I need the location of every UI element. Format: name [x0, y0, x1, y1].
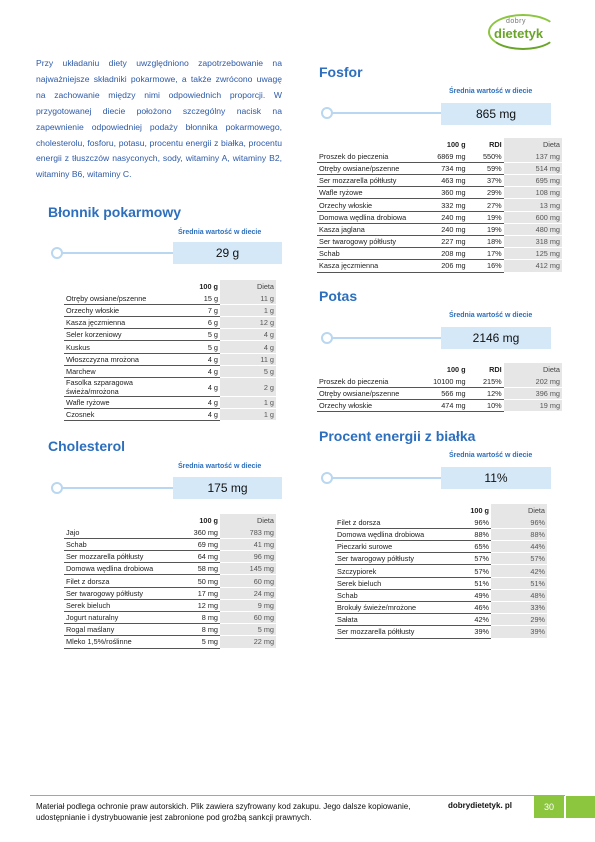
product-name: Kasza jaglana [317, 223, 421, 235]
diet-amount: 41 mg [220, 538, 276, 550]
diet-amount: 29% [491, 614, 547, 626]
amount-per-100g: 7 g [162, 304, 220, 316]
col-dieta: Dieta [504, 363, 562, 375]
diet-amount: 396 mg [504, 387, 562, 399]
product-name: Czosnek [64, 409, 162, 421]
col-100g: 100 g [446, 139, 466, 149]
table-row [317, 187, 562, 199]
rdi-percent: 16% [468, 260, 504, 272]
product-name: Domowa wędlina drobiowa [317, 211, 421, 223]
amount-per-100g: 463 mg [421, 175, 468, 187]
amount-per-100g: 360 mg [421, 187, 468, 199]
amount-per-100g: 65% [433, 541, 491, 553]
table-row [64, 636, 276, 648]
rdi-percent: 12% [468, 387, 504, 399]
table-row [335, 602, 547, 614]
diet-amount: 88% [491, 528, 547, 540]
table-row [64, 365, 276, 377]
protein-table [335, 504, 547, 639]
table-row [335, 565, 547, 577]
table-row [335, 589, 547, 601]
table-row [64, 292, 276, 304]
phosphorus-title: Fosfor [319, 64, 363, 80]
amount-per-100g: 17 mg [162, 587, 220, 599]
table-row [64, 538, 276, 550]
fiber-avg-label: Średnia wartość w diecie [178, 229, 262, 236]
table-row [317, 248, 562, 260]
amount-per-100g: 4 g [162, 365, 220, 377]
amount-per-100g: 49% [433, 589, 491, 601]
table-row [317, 199, 562, 211]
product-name: Otręby owsiane/pszenne [317, 387, 421, 399]
amount-per-100g: 4 g [162, 397, 220, 409]
amount-per-100g: 8 mg [162, 624, 220, 636]
table-row [317, 211, 562, 223]
amount-per-100g: 227 mg [421, 236, 468, 248]
rdi-percent: 37% [468, 175, 504, 187]
intro-paragraph: Przy układaniu diety uwzględniono zapotrzebowanie na najważniejsze składniki pokarmowe, a także zwrócono uwagę na zachowanie między nimi odpowiednich proporcji. W przygotowanej diecie położono szczególny nacisk na zapewnienie odpowiedniej podaży błonnika pokarmowego, cholesterolu, fosforu, potasu, procentu energii z białka, procentu energii z tłuszczów nasyconych, sody, witaminy A, witaminy B2, witaminy B6, witaminy C. [36, 58, 282, 180]
table-row [64, 329, 276, 341]
diet-amount: 19 mg [504, 400, 562, 412]
diet-amount: 9 mg [220, 599, 276, 611]
page-number-accent [566, 796, 595, 818]
cholesterol-avg-label: Średnia wartość w diecie [178, 463, 262, 470]
amount-per-100g: 240 mg [421, 223, 468, 235]
diet-amount: 51% [491, 577, 547, 589]
diet-amount: 108 mg [504, 187, 562, 199]
fiber-table [64, 280, 276, 421]
rdi-percent: 29% [468, 187, 504, 199]
col-100g: 100 g [199, 281, 218, 291]
table-row [64, 409, 276, 421]
product-name: Włoszczyzna mrożona [64, 353, 162, 365]
amount-per-100g: 6 g [162, 317, 220, 329]
phosphorus-table [317, 138, 562, 273]
col-product [335, 504, 433, 516]
product-name: Domowa wędlina drobiowa [64, 563, 162, 575]
diet-amount: 24 mg [220, 587, 276, 599]
cholesterol-slider-knob [51, 482, 63, 494]
product-name: Serek bieluch [64, 599, 162, 611]
potassium-average-value: 2146 mg [441, 327, 551, 349]
amount-per-100g: 57% [433, 553, 491, 565]
protein-slider-knob [321, 472, 333, 484]
table-row [317, 375, 562, 387]
product-name: Ser twarogowy półtłusty [317, 236, 421, 248]
diet-amount: 4 g [220, 329, 276, 341]
product-name: Jajo [64, 526, 162, 538]
table-row [317, 400, 562, 412]
product-name: Proszek do pieczenia [317, 375, 421, 387]
rdi-percent: 19% [468, 211, 504, 223]
brand-logo [488, 14, 558, 50]
product-name: Jogurt naturalny [64, 612, 162, 624]
diet-amount: 96 mg [220, 551, 276, 563]
table-row [317, 150, 562, 162]
table-row [335, 516, 547, 528]
cholesterol-title: Cholesterol [48, 438, 126, 454]
diet-amount: 57% [491, 553, 547, 565]
fiber-average-value: 29 g [173, 242, 282, 264]
diet-amount: 60 mg [220, 612, 276, 624]
diet-amount: 42% [491, 565, 547, 577]
diet-amount: 5 g [220, 365, 276, 377]
amount-per-100g: 39% [433, 626, 491, 638]
product-name: Proszek do pieczenia [317, 150, 421, 162]
table-row [335, 626, 547, 638]
diet-amount: 48% [491, 589, 547, 601]
product-name: Ser mozzarella półtłusty [335, 626, 433, 638]
table-row [317, 175, 562, 187]
potassium-slider-knob [321, 332, 333, 344]
cholesterol-table [64, 514, 276, 649]
product-name: Pieczarki surowe [335, 541, 433, 553]
diet-amount: 1 g [220, 397, 276, 409]
col-rdi: RDI [489, 139, 502, 149]
product-name: Otręby owsiane/pszenne [64, 292, 162, 304]
amount-per-100g: 734 mg [421, 162, 468, 174]
diet-amount: 145 mg [220, 563, 276, 575]
protein-avg-label: Średnia wartość w diecie [449, 452, 533, 459]
diet-amount: 60 mg [220, 575, 276, 587]
protein-average-value: 11% [441, 467, 551, 489]
col-product [64, 280, 162, 292]
amount-per-100g: 46% [433, 602, 491, 614]
product-name: Ser twarogowy półtłusty [335, 553, 433, 565]
product-name: Domowa wędlina drobiowa [335, 528, 433, 540]
product-name: Ser mozzarella półtłusty [64, 551, 162, 563]
amount-per-100g: 51% [433, 577, 491, 589]
product-name: Mleko 1,5%/roślinne [64, 636, 162, 648]
product-name: Orzechy włoskie [317, 400, 421, 412]
table-row [317, 223, 562, 235]
diet-amount: 783 mg [220, 526, 276, 538]
rdi-percent: 19% [468, 223, 504, 235]
diet-amount: 1 g [220, 409, 276, 421]
rdi-percent: 18% [468, 236, 504, 248]
amount-per-100g: 50 mg [162, 575, 220, 587]
amount-per-100g: 474 mg [421, 400, 468, 412]
phosphorus-average-value: 865 mg [441, 103, 551, 125]
col-dieta: Dieta [220, 280, 276, 292]
table-row [64, 378, 276, 397]
amount-per-100g: 64 mg [162, 551, 220, 563]
col-rdi: RDI [489, 364, 502, 374]
footer-website[interactable]: dobrydietetyk. pl [448, 801, 513, 810]
col-product [64, 514, 162, 526]
amount-per-100g: 10100 mg [421, 375, 468, 387]
diet-amount: 600 mg [504, 211, 562, 223]
table-row [64, 612, 276, 624]
product-name: Marchew [64, 365, 162, 377]
table-row [64, 551, 276, 563]
amount-per-100g: 96% [433, 516, 491, 528]
table-row [64, 317, 276, 329]
product-name: Orzechy włoskie [317, 199, 421, 211]
rdi-percent: 10% [468, 400, 504, 412]
phosphorus-avg-label: Średnia wartość w diecie [449, 88, 533, 95]
table-row [64, 526, 276, 538]
diet-amount: 480 mg [504, 223, 562, 235]
amount-per-100g: 208 mg [421, 248, 468, 260]
table-row [64, 575, 276, 587]
diet-amount: 11 g [220, 292, 276, 304]
phosphorus-slider-knob [321, 107, 333, 119]
amount-per-100g: 15 g [162, 292, 220, 304]
product-name: Kuskus [64, 341, 162, 353]
diet-amount: 44% [491, 541, 547, 553]
product-name: Schab [335, 589, 433, 601]
col-dieta: Dieta [220, 514, 276, 526]
col-100g: 100 g [199, 515, 218, 525]
diet-amount: 96% [491, 516, 547, 528]
product-name: Schab [64, 538, 162, 550]
product-name: Schab [317, 248, 421, 260]
amount-per-100g: 69 mg [162, 538, 220, 550]
product-name: Sałata [335, 614, 433, 626]
rdi-percent: 59% [468, 162, 504, 174]
amount-per-100g: 57% [433, 565, 491, 577]
table-row [317, 162, 562, 174]
table-row [335, 553, 547, 565]
table-row [317, 387, 562, 399]
amount-per-100g: 566 mg [421, 387, 468, 399]
table-row [64, 304, 276, 316]
cholesterol-average-value: 175 mg [173, 477, 282, 499]
table-row [64, 353, 276, 365]
diet-amount: 695 mg [504, 175, 562, 187]
product-name: Ser twarogowy półtłusty [64, 587, 162, 599]
amount-per-100g: 206 mg [421, 260, 468, 272]
table-row [64, 563, 276, 575]
amount-per-100g: 332 mg [421, 199, 468, 211]
product-name: Serek bieluch [335, 577, 433, 589]
rdi-percent: 17% [468, 248, 504, 260]
amount-per-100g: 360 mg [162, 526, 220, 538]
amount-per-100g: 6869 mg [421, 150, 468, 162]
product-name: Brokuły świeże/mrożone [335, 602, 433, 614]
amount-per-100g: 5 g [162, 329, 220, 341]
product-name: Szczypiorek [335, 565, 433, 577]
diet-amount: 39% [491, 626, 547, 638]
table-row [317, 260, 562, 272]
table-row [64, 624, 276, 636]
product-name: Seler korzeniowy [64, 329, 162, 341]
potassium-avg-label: Średnia wartość w diecie [449, 312, 533, 319]
diet-amount: 202 mg [504, 375, 562, 387]
diet-amount: 4 g [220, 341, 276, 353]
table-row [335, 577, 547, 589]
product-name: Otręby owsiane/pszenne [317, 162, 421, 174]
table-row [335, 614, 547, 626]
copyright-notice: Materiał podlega ochronie praw autorskich. Plik zawiera szyfrowany kod zakupu. Jego dalsze kopiowanie, udostępnianie i dystrybuowanie jest zabronione pod groźbą sankcji prawnych. [36, 802, 411, 822]
diet-amount: 2 g [220, 378, 276, 397]
diet-amount: 412 mg [504, 260, 562, 272]
amount-per-100g: 5 mg [162, 636, 220, 648]
logo-text-top: dobry [506, 18, 527, 25]
diet-amount: 1 g [220, 304, 276, 316]
amount-per-100g: 42% [433, 614, 491, 626]
amount-per-100g: 240 mg [421, 211, 468, 223]
table-row [64, 341, 276, 353]
amount-per-100g: 5 g [162, 341, 220, 353]
table-row [335, 541, 547, 553]
product-name: Filet z dorsza [64, 575, 162, 587]
product-name: Kasza jęczmienna [317, 260, 421, 272]
amount-per-100g: 8 mg [162, 612, 220, 624]
amount-per-100g: 12 mg [162, 599, 220, 611]
table-row [64, 599, 276, 611]
amount-per-100g: 58 mg [162, 563, 220, 575]
amount-per-100g: 4 g [162, 353, 220, 365]
table-row [335, 528, 547, 540]
col-100g: 100 g [470, 505, 489, 515]
col-product [317, 363, 421, 375]
footer-divider [30, 795, 565, 796]
page-number: 30 [534, 796, 564, 818]
diet-amount: 318 mg [504, 236, 562, 248]
rdi-percent: 215% [468, 375, 504, 387]
diet-amount: 137 mg [504, 150, 562, 162]
product-name: Kasza jęczmienna [64, 317, 162, 329]
col-dieta: Dieta [504, 138, 562, 150]
amount-per-100g: 88% [433, 528, 491, 540]
diet-amount: 514 mg [504, 162, 562, 174]
product-name: Fasolka szparagowa świeża/mrożona [64, 378, 162, 397]
diet-amount: 5 mg [220, 624, 276, 636]
protein-title: Procent energii z białka [319, 428, 476, 444]
table-row [317, 236, 562, 248]
fiber-title: Błonnik pokarmowy [48, 204, 182, 220]
diet-amount: 13 mg [504, 199, 562, 211]
col-product [317, 138, 421, 150]
diet-amount: 125 mg [504, 248, 562, 260]
table-row [64, 397, 276, 409]
col-100g: 100 g [446, 364, 466, 374]
potassium-title: Potas [319, 288, 358, 304]
rdi-percent: 550% [468, 150, 504, 162]
amount-per-100g: 4 g [162, 378, 220, 397]
potassium-table [317, 363, 562, 412]
product-name: Ser mozzarella półtłusty [317, 175, 421, 187]
table-row [64, 587, 276, 599]
product-name: Wafle ryżowe [317, 187, 421, 199]
product-name: Rogal maślany [64, 624, 162, 636]
diet-amount: 11 g [220, 353, 276, 365]
product-name: Orzechy włoskie [64, 304, 162, 316]
product-name: Wafle ryżowe [64, 397, 162, 409]
diet-amount: 22 mg [220, 636, 276, 648]
diet-amount: 33% [491, 602, 547, 614]
fiber-slider-knob [51, 247, 63, 259]
col-dieta: Dieta [491, 504, 547, 516]
amount-per-100g: 4 g [162, 409, 220, 421]
rdi-percent: 27% [468, 199, 504, 211]
product-name: Filet z dorsza [335, 516, 433, 528]
logo-text-main: dietetyk [494, 26, 544, 41]
diet-amount: 12 g [220, 317, 276, 329]
